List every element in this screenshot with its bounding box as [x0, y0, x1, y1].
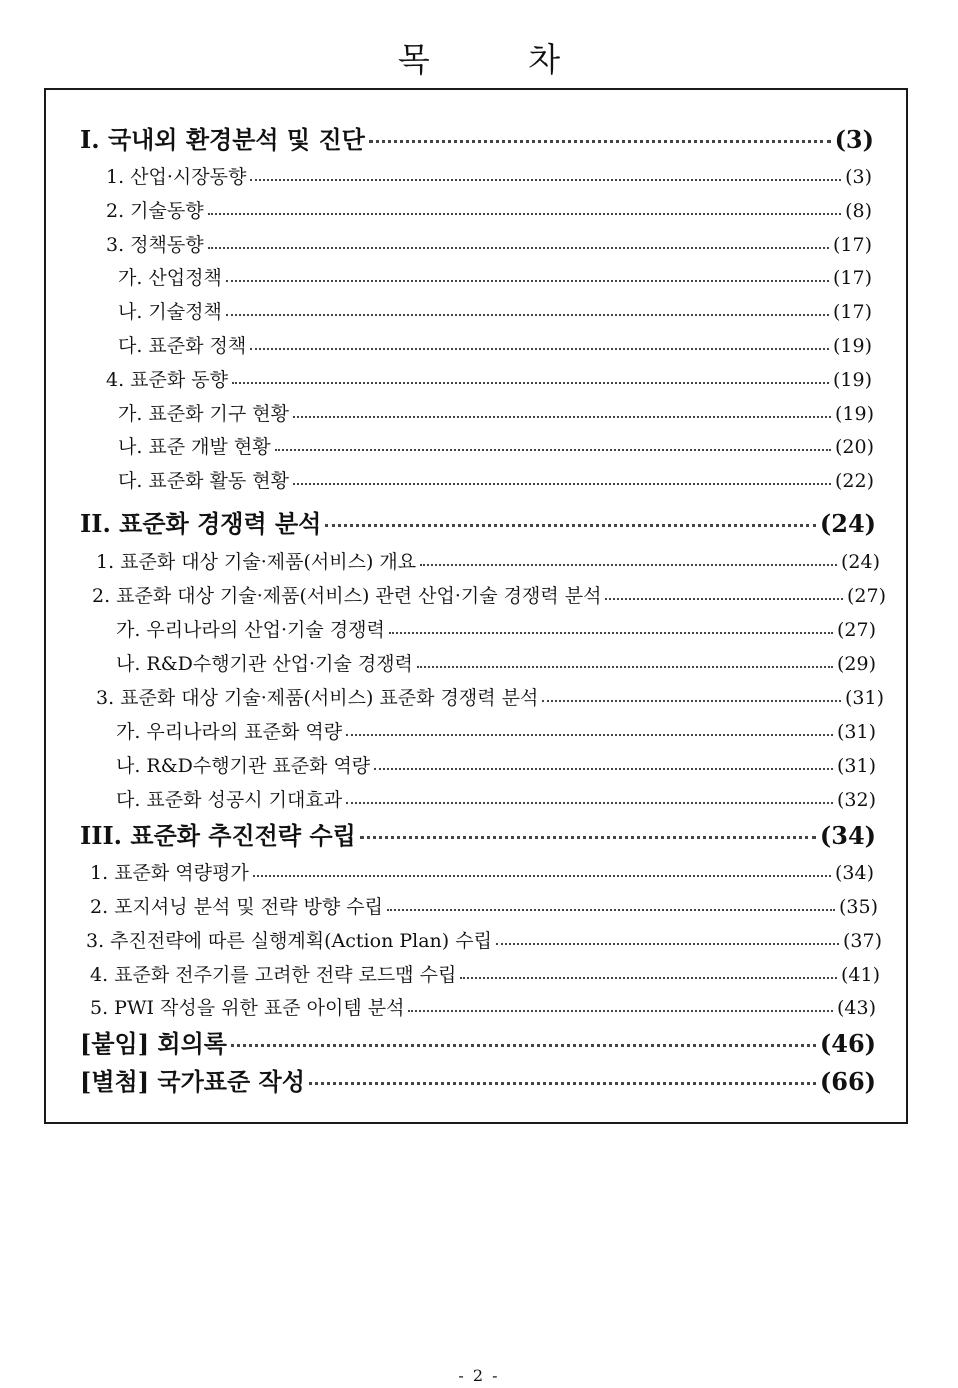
dot-leader: [226, 314, 829, 316]
toc-entry-page: (32): [836, 789, 876, 811]
toc-entry[interactable]: [80, 1024, 876, 1059]
toc-entry-page: (17): [832, 234, 872, 256]
toc-entry-page: (8): [845, 200, 872, 222]
toc-entry[interactable]: [118, 263, 872, 290]
toc-entry-page: (66): [819, 1067, 876, 1096]
dot-leader: [232, 382, 829, 384]
toc-entry-page: (19): [832, 335, 872, 357]
toc-entry-title: 나. R&D수행기관 산업·기술 경쟁력: [116, 653, 413, 675]
toc-entry-title: 가. 표준화 기구 현황: [118, 403, 289, 425]
toc-entry[interactable]: [90, 960, 880, 987]
dot-leader: [369, 140, 831, 143]
toc-entry-title: 1. 표준화 역량평가: [90, 862, 249, 884]
table-of-contents-box: [44, 88, 908, 1124]
toc-entry-title: 다. 표준화 활동 현황: [118, 470, 289, 492]
dot-leader: [496, 943, 839, 945]
toc-entry[interactable]: [116, 785, 876, 812]
toc-entry-page: (31): [844, 687, 884, 709]
toc-entry-page: (17): [832, 267, 872, 289]
toc-entry-title: 다. 표준화 정책: [118, 335, 247, 357]
toc-entry[interactable]: [80, 120, 874, 155]
dot-leader: [460, 977, 837, 979]
toc-entry-page: (22): [834, 470, 874, 492]
toc-entry-page: (34): [819, 821, 876, 850]
toc-entry-page: (29): [836, 653, 876, 675]
toc-entry-page: (43): [836, 997, 876, 1019]
dot-leader: [374, 768, 833, 770]
toc-entry-title: 2. 포지셔닝 분석 및 전략 방향 수립: [90, 896, 383, 918]
toc-entry-page: (27): [836, 619, 876, 641]
toc-entry-title: 3. 추진전략에 따른 실행계획(Action Plan) 수립: [86, 930, 492, 952]
toc-entry[interactable]: [106, 196, 872, 223]
toc-entry-title: 1. 표준화 대상 기술·제품(서비스) 개요: [96, 551, 417, 573]
toc-entry-page: (46): [819, 1029, 876, 1058]
toc-entry-title: 다. 표준화 성공시 기대효과: [116, 789, 343, 811]
dot-leader: [231, 1044, 816, 1047]
toc-entry-title: 나. 표준 개발 현황: [118, 436, 271, 458]
dot-leader: [275, 449, 831, 451]
toc-entry[interactable]: [116, 615, 876, 642]
toc-entry[interactable]: [116, 751, 876, 778]
toc-entry[interactable]: [116, 649, 876, 676]
toc-entry-title: I. 국내외 환경분석 및 진단: [80, 125, 365, 154]
toc-entry-title: III. 표준화 추진전략 수립: [80, 821, 356, 850]
toc-entry[interactable]: [106, 365, 872, 392]
toc-entry[interactable]: [80, 1062, 876, 1097]
dot-leader: [542, 700, 841, 702]
toc-entry-title: 나. 기술정책: [118, 301, 222, 323]
toc-entry-page: (24): [840, 551, 880, 573]
toc-entry[interactable]: [90, 892, 878, 919]
dot-leader: [387, 909, 835, 911]
toc-entry-title: II. 표준화 경쟁력 분석: [80, 509, 322, 538]
toc-entry[interactable]: [80, 816, 876, 851]
toc-entry-title: 가. 우리나라의 산업·기술 경쟁력: [116, 619, 385, 641]
dot-leader: [346, 802, 833, 804]
toc-entry-page: (31): [836, 755, 876, 777]
toc-entry[interactable]: [96, 683, 884, 710]
toc-entry-title: 2. 기술동향: [106, 200, 204, 222]
dot-leader: [226, 280, 829, 282]
toc-entry-page: (24): [819, 509, 876, 538]
dot-leader: [420, 564, 837, 566]
toc-entry-page: (31): [836, 721, 876, 743]
toc-entry[interactable]: [92, 581, 886, 608]
dot-leader: [208, 213, 841, 215]
toc-entry[interactable]: [86, 926, 882, 953]
dot-leader: [605, 598, 843, 600]
dot-leader: [325, 524, 816, 527]
toc-entry-page: (34): [834, 862, 874, 884]
toc-entry[interactable]: [80, 504, 876, 539]
toc-entry-page: (35): [838, 896, 878, 918]
toc-entry-page: (41): [840, 964, 880, 986]
dot-leader: [417, 666, 833, 668]
toc-entry-page: (3): [834, 125, 874, 154]
dot-leader: [408, 1010, 833, 1012]
toc-entry-page: (19): [834, 403, 874, 425]
dot-leader: [309, 1082, 816, 1085]
toc-entry-title: [붙임] 회의록: [80, 1029, 227, 1058]
toc-entry-title: 나. R&D수행기관 표준화 역량: [116, 755, 371, 777]
dot-leader: [346, 734, 833, 736]
toc-entry-page: (27): [846, 585, 886, 607]
dot-leader: [253, 875, 831, 877]
toc-entry[interactable]: [90, 993, 876, 1020]
toc-entry[interactable]: [106, 230, 872, 257]
toc-entry-title: 3. 정책동향: [106, 234, 204, 256]
dot-leader: [250, 348, 829, 350]
toc-entry-title: 4. 표준화 전주기를 고려한 전략 로드맵 수립: [90, 964, 457, 986]
dot-leader: [250, 179, 841, 181]
toc-entry[interactable]: [118, 466, 874, 493]
toc-entry-page: (20): [834, 436, 874, 458]
toc-entry-title: [별첨] 국가표준 작성: [80, 1067, 305, 1096]
toc-entry-title: 가. 산업정책: [118, 267, 222, 289]
toc-entry-title: 5. PWI 작성을 위한 표준 아이템 분석: [90, 997, 405, 1019]
dot-leader: [389, 632, 833, 634]
toc-entry-title: 1. 산업·시장동향: [106, 166, 247, 188]
dot-leader: [208, 247, 829, 249]
toc-entry[interactable]: [118, 399, 874, 426]
toc-entry-title: 가. 우리나라의 표준화 역량: [116, 721, 343, 743]
toc-entry-title: 3. 표준화 대상 기술·제품(서비스) 표준화 경쟁력 분석: [96, 687, 539, 709]
toc-entry-page: (19): [832, 369, 872, 391]
toc-entry-page: (37): [842, 930, 882, 952]
dot-leader: [293, 416, 831, 418]
toc-entry[interactable]: [118, 432, 874, 459]
toc-entry-page: (3): [845, 166, 872, 188]
dot-leader: [293, 483, 831, 485]
toc-entry[interactable]: [118, 331, 872, 358]
dot-leader: [360, 836, 816, 839]
toc-entry[interactable]: [90, 858, 874, 885]
toc-entry-page: (17): [832, 301, 872, 323]
toc-entry[interactable]: [106, 162, 872, 189]
toc-entry[interactable]: [116, 717, 876, 744]
toc-entry[interactable]: [96, 547, 880, 574]
page-number: - 2 -: [458, 1366, 500, 1385]
toc-entry-title: 4. 표준화 동향: [106, 369, 228, 391]
toc-entry[interactable]: [118, 297, 872, 324]
toc-entry-title: 2. 표준화 대상 기술·제품(서비스) 관련 산업·기술 경쟁력 분석: [92, 585, 602, 607]
page-title: 목 차: [397, 40, 605, 79]
